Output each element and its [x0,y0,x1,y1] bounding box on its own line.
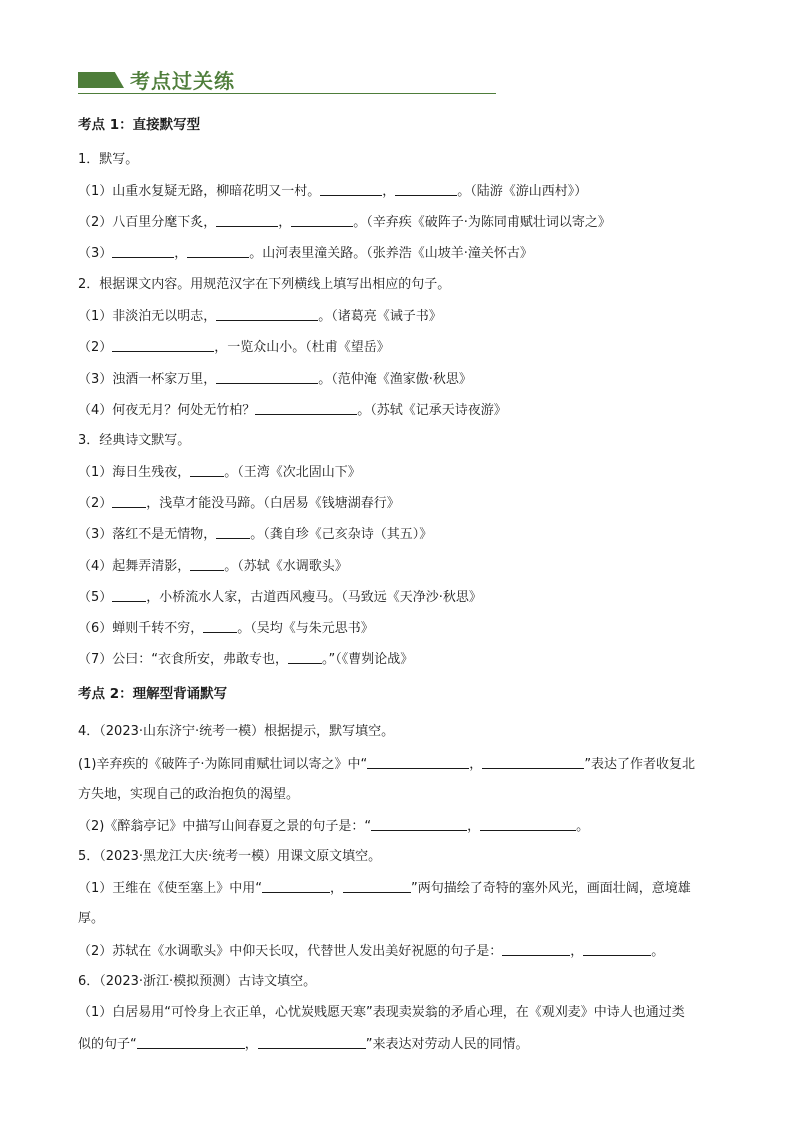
answer-blank[interactable] [288,650,322,664]
answer-blank[interactable] [395,182,457,196]
question-2-3: （3）浊酒一杯家万里， 。（范仲淹《渔家傲·秋思》 [78,372,472,387]
question-3-2: （2） ，浅草才能没马蹄。（白居易《钱塘湖春行》 [78,496,400,511]
answer-blank[interactable] [190,463,224,477]
answer-blank[interactable] [112,338,214,352]
answer-blank[interactable] [291,213,353,227]
question-1-2: （2）八百里分麾下炙， ， 。（辛弃疾《破阵子·为陈同甫赋壮词以寄之》 [78,215,611,230]
question-1-1: （1）山重水复疑无路，柳暗花明又一村。 ， 。（陆游《游山西村》） [78,184,588,199]
question-6-1-cont: 似的句子“ ， ”来表达对劳动人民的同情。 [78,1037,529,1052]
question-3-4: （4）起舞弄清影， 。（苏轼《水调歌头》 [78,559,348,574]
question-3-5: （5） ，小桥流水人家，古道西风瘦马。（马致远《天净沙·秋思》 [78,590,482,605]
header-rule [78,93,496,94]
question-3: 3．经典诗文默写。 [78,433,191,448]
section-title-1: 考点 1：直接默写型 [78,117,201,133]
question-5-1-cont: 厚。 [78,911,105,926]
question-3-1: （1）海日生残夜， 。（王湾《次北固山下》 [78,465,361,480]
question-4-1: (1)辛弃疾的《破阵子·为陈同甫赋壮词以寄之》中“ ， ”表达了作者收复北 [78,757,696,772]
answer-blank[interactable] [480,817,576,831]
answer-blank[interactable] [371,817,467,831]
page-title: 考点过关练 [130,69,235,93]
question-6: 6．（2023·浙江·模拟预测）古诗文填空。 [78,974,317,989]
header-accent-bar [78,72,124,88]
answer-blank[interactable] [112,494,146,508]
section-header [78,62,496,94]
question-1: 1．默写。 [78,152,139,167]
answer-blank[interactable] [190,557,224,571]
answer-blank[interactable] [112,588,146,602]
answer-blank[interactable] [367,755,469,769]
answer-blank[interactable] [203,619,237,633]
question-4-1-cont: 方失地，实现自己的政治抱负的渴望。 [78,787,300,802]
answer-blank[interactable] [482,755,584,769]
question-3-6: （6）蝉则千转不穷， 。（吴均《与朱元思书》 [78,621,374,636]
question-4-2: （2)《醉翁亭记》中描写山间春夏之景的句子是：“ ， 。 [78,819,590,834]
answer-blank[interactable] [216,525,250,539]
question-3-7: （7）公曰：“衣食所安，弗敢专也， 。”（《曹刿论战》 [78,652,414,667]
question-2-2: （2） ，一览众山小。（杜甫《望岳》 [78,340,390,355]
question-2-4: （4）何夜无月？何处无竹柏？ 。（苏轼《记承天诗夜游》 [78,403,507,418]
question-3-3: （3）落红不是无情物， 。（龚自珍《己亥杂诗（其五）》 [78,527,433,542]
answer-blank[interactable] [255,401,357,415]
section-title-2: 考点 2：理解型背诵默写 [78,686,228,702]
question-5-1: （1）王维在《使至塞上》中用“ ， ”两句描绘了奇特的塞外风光，画面壮阔，意境雄 [78,881,691,896]
answer-blank[interactable] [216,370,318,384]
answer-blank[interactable] [502,942,570,956]
question-5: 5．（2023·黑龙江大庆·统考一模）用课文原文填空。 [78,849,382,864]
answer-blank[interactable] [216,307,318,321]
answer-blank[interactable] [216,213,278,227]
answer-blank[interactable] [343,879,411,893]
answer-blank[interactable] [187,244,249,258]
answer-blank[interactable] [262,879,330,893]
answer-blank[interactable] [320,182,382,196]
question-4: 4．（2023·山东济宁·统考一模）根据提示，默写填空。 [78,724,395,739]
question-5-2: （2）苏轼在《水调歌头》中仰天长叹，代替世人发出美好祝愿的句子是： ， 。 [78,944,665,959]
answer-blank[interactable] [258,1035,366,1049]
question-2-1: （1）非淡泊无以明志， 。（诸葛亮《诫子书》 [78,309,442,324]
answer-blank[interactable] [583,942,651,956]
question-2: 2．根据课文内容。用规范汉字在下列横线上填写出相应的句子。 [78,277,451,292]
question-6-1: （1）白居易用“可怜身上衣正单，心忧炭贱愿天寒”表现卖炭翁的矛盾心理，在《观刈麦》中诗人也通过类 [78,1005,685,1020]
question-1-3: （3） ， 。山河表里潼关路。（张养浩《山坡羊·潼关怀古》 [78,246,533,261]
answer-blank[interactable] [112,244,174,258]
answer-blank[interactable] [137,1035,245,1049]
